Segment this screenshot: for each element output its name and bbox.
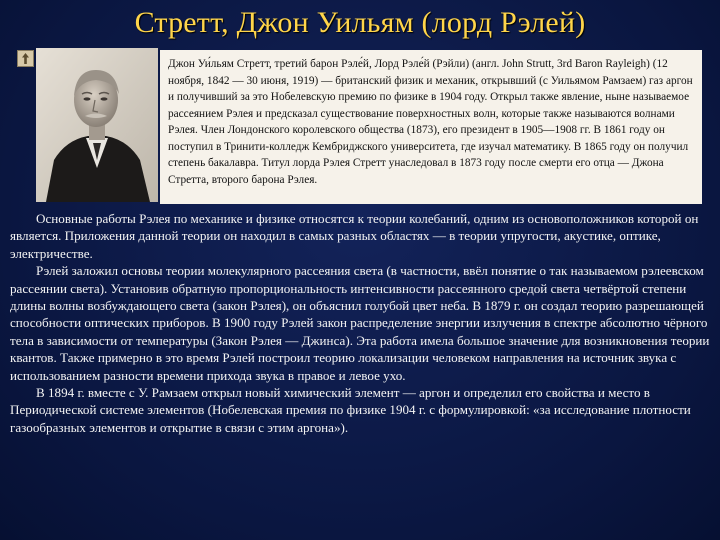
portrait-photo bbox=[36, 48, 158, 202]
arrow-up-icon bbox=[17, 50, 34, 67]
slide-title: Стретт, Джон Уильям (лорд Рэлей) bbox=[134, 6, 586, 39]
main-text bbox=[10, 210, 710, 436]
paragraph-argon: В 1894 г. вместе с У. Рамзаем открыл новый химический элемент — аргон и определил его свойства и место в Периодической системе элементов (Нобелевская премия по физике 1904 г. с формулировкой: «за исследование плотности газообразных элементов и открытие в связи с этим аргона»). bbox=[10, 385, 691, 435]
paragraph-scattering: Рэлей заложил основы теории молекулярного рассеяния света (в частности, ввёл понятие о так называемом рэлеевском рассеянии света). Установив обратную пропорциональность интенсивности рассеянного средой света четвёртой степени длины волны возбуждающего света (закон Рэлея), он объяснил голубой цвет неба. В 1879 г. он создал теорию разрешающей способности оптических приборов. В 1900 году Рэлей закон распределение энергии излучения в спектре абсолютно чёрного тела в зависимости от температуры (Закон Рэлея — Джинса). Эта работа имела большое значение для возникновения теории квантов. Также примерно в это время Рэлей построил теорию локализации человеком направления на источник звука с использованием разности времени прихода звука в правое и левое ухо. bbox=[10, 263, 710, 383]
paragraph-works: Основные работы Рэлея по механике и физике относятся к теории колебаний, одним из основоположников которой он является. Приложения данной теории он находил в самых разных областях — в теории упругости, акустике, оптике, электричестве. bbox=[10, 211, 699, 261]
biography-summary-box: Джон Уи́льям Стретт, третий барон Рэле́й, Лорд Рэле́й (Рэйли) (англ. John Strutt, 3rd Baron Rayleigh) (12 ноября, 1842 — 30 июня, 1919) — британский физик и механик, открывший (с Уильямом Рамзаем) газ аргон и получивший за это Нобелевскую премию по физике в 1904 году. Открыл также явление, ныне называемое рассеянием Рэлея и предсказал существование поверхностных волн, которые также называются волнами Рэлея. Член Лондонского королевского общества (1873), его президент в 1905—1908 гг. В 1861 году он поступил в Тринити-колледж Кембриджского университета, где изучал математику. В 1865 году он получил степень бакалавра. Титул лорда Рэлея Стретт унаследовал в 1873 году после смерти его отца — Джона Стретта, второго барона Рэлея. bbox=[160, 50, 702, 204]
